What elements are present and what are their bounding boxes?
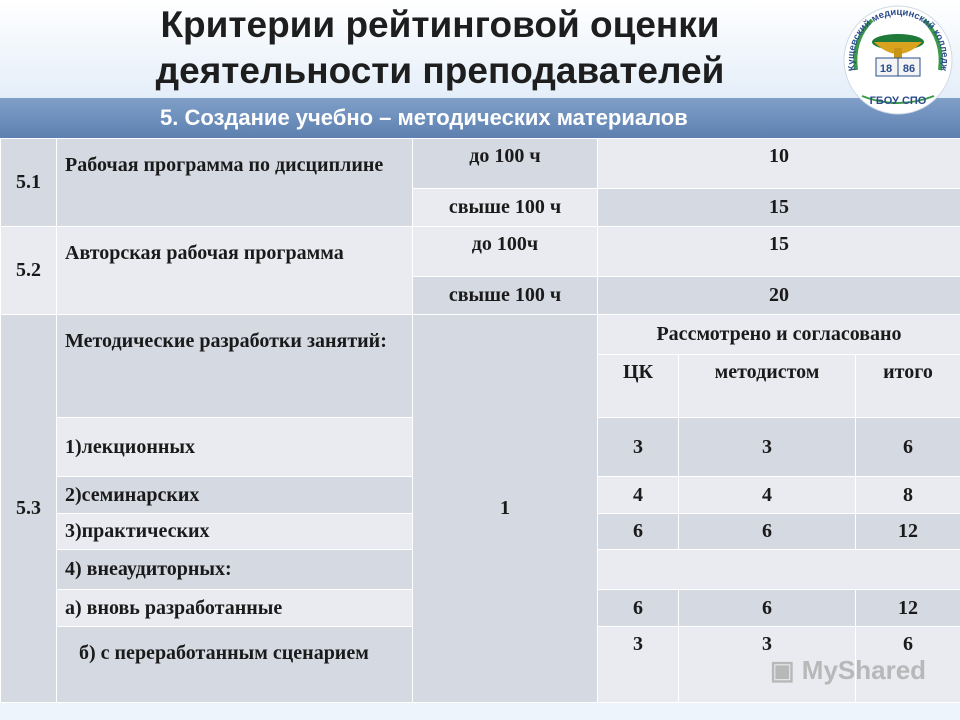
condition-cell: до 100 ч (413, 139, 598, 189)
criteria-table-container (0, 138, 960, 720)
item-label: 3)практических (57, 514, 413, 550)
item-methodist: 6 (679, 514, 856, 550)
condition-cell: свыше 100 ч (413, 277, 598, 315)
criteria-table (0, 138, 960, 703)
item-label: б) с переработанным сценарием (57, 627, 413, 703)
logo-ring-text: Кущевский медицинский колледж (845, 6, 951, 72)
condition-cell: свыше 100 ч (413, 189, 598, 227)
reviewed-header: Рассмотрено и согласовано (598, 315, 960, 355)
criterion-name: Авторская рабочая программа (57, 227, 413, 315)
table-row (1, 139, 960, 189)
table-row (1, 227, 960, 277)
column-header-ck: ЦК (598, 355, 679, 418)
item-methodist: 6 (679, 590, 856, 627)
watermark (770, 655, 926, 686)
item-ck: 4 (598, 477, 679, 514)
college-logo-emblem (842, 0, 954, 128)
item-total: 6 (856, 627, 960, 703)
item-ck: 6 (598, 590, 679, 627)
page-title-line-2: деятельности преподавателей (155, 50, 725, 91)
item-total: 6 (856, 418, 960, 477)
row-number: 5.2 (1, 227, 57, 315)
item-ck: 6 (598, 514, 679, 550)
item-methodist: 4 (679, 477, 856, 514)
score-cell: 10 (598, 139, 960, 189)
score-cell: 15 (598, 227, 960, 277)
column-header-total: итого (856, 355, 960, 418)
item-methodist: 3 (679, 627, 856, 703)
empty-cell (598, 550, 960, 590)
table-row (1, 315, 960, 355)
score-cell: 20 (598, 277, 960, 315)
item-label: 2)семинарских (57, 477, 413, 514)
row-number: 5.1 (1, 139, 57, 227)
base-score-cell: 1 (413, 315, 598, 703)
score-cell: 15 (598, 189, 960, 227)
item-total: 12 (856, 590, 960, 627)
item-ck: 3 (598, 418, 679, 477)
item-total: 8 (856, 477, 960, 514)
criterion-name: Методические разработки занятий: (57, 315, 413, 418)
college-logo (842, 0, 954, 128)
condition-cell: до 100ч (413, 227, 598, 277)
section-heading-bar (0, 98, 960, 138)
logo-year-right: 86 (902, 63, 916, 75)
logo-year-left: 18 (879, 63, 893, 75)
watermark-icon: ▣ (770, 655, 802, 685)
item-total: 12 (856, 514, 960, 550)
item-ck: 3 (598, 627, 679, 703)
column-header-methodist: методистом (679, 355, 856, 418)
item-methodist: 3 (679, 418, 856, 477)
logo-bottom-text: ГБОУ СПО (869, 95, 927, 107)
item-label: 1)лекционных (57, 418, 413, 477)
criterion-name: Рабочая программа по дисциплине (57, 139, 413, 227)
watermark-text: MyShared (801, 655, 927, 685)
row-number: 5.3 (1, 315, 57, 703)
title-area (0, 0, 960, 98)
page-title-line-1: Критерии рейтинговой оценки (160, 4, 720, 45)
item-label: а) вновь разработанные (57, 590, 413, 627)
item-label: 4) внеаудиторных: (57, 550, 413, 590)
section-heading: 5. Создание учебно – методических материалов (160, 105, 688, 130)
